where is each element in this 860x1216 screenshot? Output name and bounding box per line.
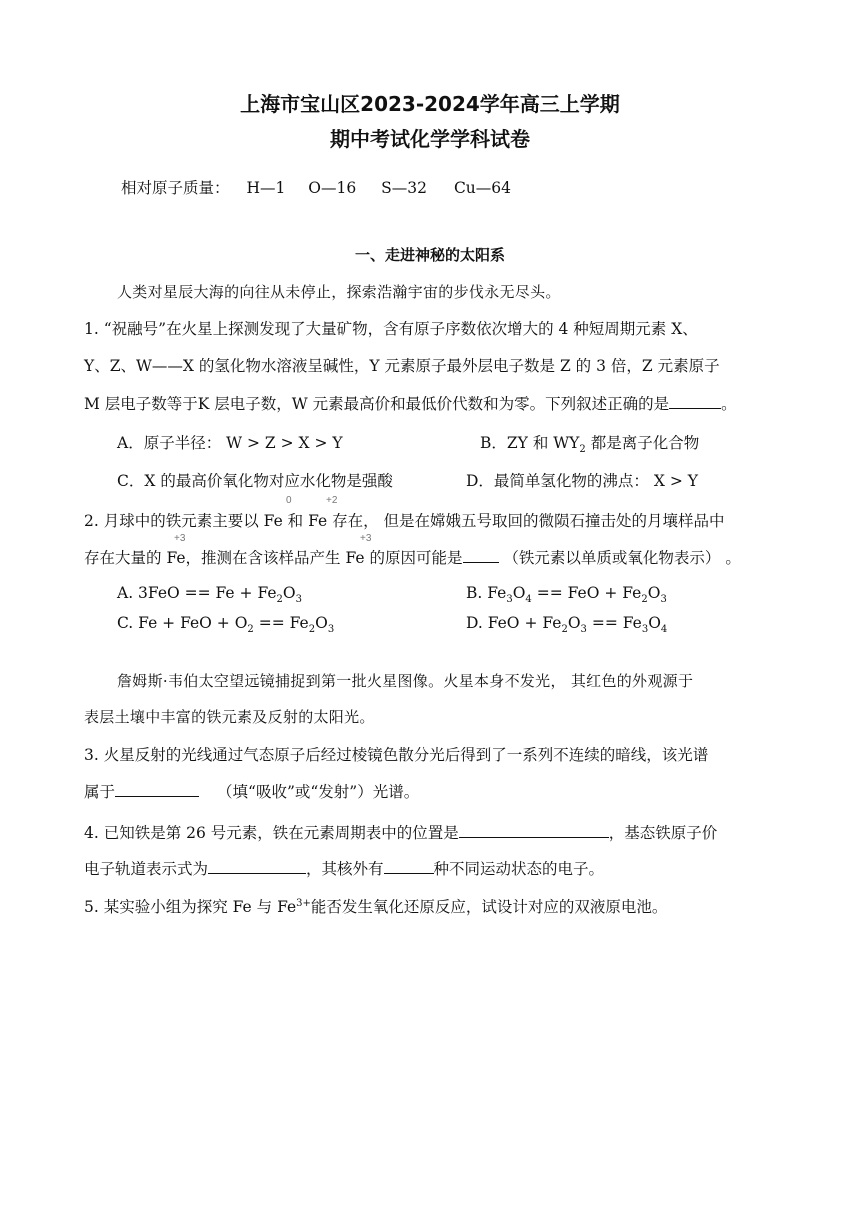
q2-option-a-sub1: 2 <box>276 594 283 606</box>
q1-option-d: D．最简单氢化物的沸点： X > Y <box>466 472 698 490</box>
q5-text-b: 能否发生氧化还原反应，试设计对应的双液原电池。 <box>310 898 668 916</box>
passage-line2: 表层土壤中丰富的铁元素及反射的太阳光。 <box>84 708 375 726</box>
q2-option-a <box>117 584 302 605</box>
q2-option-b-sub3: 2 <box>641 594 648 606</box>
q4-line2-b: ，其核外有 <box>306 860 384 878</box>
atomic-mass-h: H—1 <box>246 179 286 197</box>
atomic-mass-line <box>121 176 511 198</box>
q2-option-d-sub4: 4 <box>660 624 668 636</box>
q1-option-a: A．原子半径： W > Z > X > Y <box>117 434 343 452</box>
q2-line1-b: 和 <box>282 512 309 530</box>
q2-line2-c: 的原因可能是 <box>364 549 463 567</box>
q2-option-c-3: O <box>315 614 328 632</box>
oxidation-state-0: 0 <box>286 495 292 506</box>
atomic-mass-s: S—32 <box>381 179 427 197</box>
q5-text-a: 5. 某实验小组为探究 Fe 与 Fe <box>84 898 297 916</box>
q3-line2-a: 属于 <box>84 783 116 801</box>
q4-orbital-blank[interactable] <box>208 858 306 874</box>
q2-line2-d: （铁元素以单质或氧化物表示） 。 <box>498 549 741 567</box>
q1-line1: 1. “祝融号”在火星上探测发现了大量矿物，含有原子序数依次增大的 4 种短周期元素 X、 <box>84 320 698 338</box>
q2-option-c-1: C. Fe + FeO + O <box>117 614 248 632</box>
q4-line1 <box>84 821 717 843</box>
q3-line2 <box>84 780 419 802</box>
q2-option-d-3: == Fe <box>586 614 642 632</box>
atomic-mass-cu: Cu—64 <box>453 179 512 197</box>
q5-charge: 3+ <box>296 897 311 909</box>
q3-line1: 3. 火星反射的光线通过气态原子后经过棱镜色散分光后得到了一系列不连续的暗线，该光谱 <box>84 746 709 764</box>
q1-option-b-pre: B．ZY 和 WY <box>480 434 580 452</box>
q1-line3-end: 。 <box>721 395 737 413</box>
q2-line2-b: ，推测在含该样品产生 <box>185 549 346 567</box>
q3-line2-b: （填“吸收”或“发射”）光谱。 <box>217 783 420 801</box>
q4-position-blank[interactable] <box>459 822 609 838</box>
q2-option-b-3: == FeO + Fe <box>531 584 642 602</box>
exam-title-line1: 上海市宝山区2023-2024学年高三上学期 <box>240 92 620 116</box>
q2-option-a-1: A. 3FeO == Fe + Fe <box>117 584 277 602</box>
q2-option-c-sub1: 2 <box>247 624 254 636</box>
q2-line1 <box>84 509 725 531</box>
fe-plus3-b: Fe <box>345 549 365 567</box>
q2-option-d <box>466 614 667 635</box>
q1-option-b <box>480 431 699 455</box>
q2-line2-a: 存在大量的 <box>84 549 167 567</box>
atomic-mass-label: 相对原子质量： <box>121 179 230 197</box>
q2-option-b-sub2: 4 <box>525 594 532 606</box>
q4-line1-a: 4. 已知铁是第 26 号元素，铁在元素周期表中的位置是 <box>84 824 459 842</box>
atomic-mass-o: O—16 <box>308 179 357 197</box>
exam-title-line2: 期中考试化学学科试卷 <box>330 127 530 151</box>
section-intro: 人类对星辰大海的向往从未停止，探索浩瀚宇宙的步伐永无尽头。 <box>117 283 561 301</box>
q2-line1-c: 存在， 但是在嫦娥五号取回的微陨石撞击处的月壤样品中 <box>327 512 725 530</box>
q2-option-c-sub2: 2 <box>308 624 316 636</box>
fe-plus3-a: Fe <box>166 549 186 567</box>
q2-option-c-sub3: 3 <box>327 624 335 636</box>
q1-line3 <box>84 392 737 414</box>
q2-option-d-1: D. FeO + Fe <box>466 614 562 632</box>
q1-answer-blank[interactable] <box>669 393 721 409</box>
q1-option-b-sub: 2 <box>579 444 586 456</box>
q2-option-a-2: O <box>282 584 296 602</box>
q2-option-b-1: B. Fe <box>466 584 507 602</box>
fe-plus2: Fe <box>308 512 328 530</box>
q1-line2: Y、Z、W——X 的氢化物水溶液呈碱性，Y 元素原子最外层电子数是 Z 的 3 倍，Z 元素原子 <box>84 357 720 375</box>
passage-line1: 詹姆斯·韦伯太空望远镜捕捉到第一批火星图像。火星本身不发光， 其红色的外观源于 <box>117 672 694 690</box>
q5-line <box>84 895 667 917</box>
q2-option-b <box>466 584 667 605</box>
q1-line3-text: M 层电子数等于K 层电子数，W 元素最高价和最低价代数和为零。下列叙述正确的是 <box>84 395 670 413</box>
oxidation-state-plus3-a: +3 <box>174 533 186 544</box>
q2-option-c <box>117 614 334 635</box>
q4-line2 <box>84 857 604 879</box>
fe-0: Fe <box>263 512 283 530</box>
oxidation-state-plus2: +2 <box>326 495 338 506</box>
q2-option-d-2: O <box>567 614 581 632</box>
q4-electron-count-blank[interactable] <box>384 858 434 874</box>
section-heading: 一、走进神秘的太阳系 <box>354 246 505 264</box>
q2-option-d-sub3: 3 <box>641 624 649 636</box>
q2-answer-blank[interactable] <box>463 547 499 563</box>
q2-option-d-sub1: 2 <box>561 624 568 636</box>
q2-option-b-4: O <box>647 584 661 602</box>
q2-option-b-2: O <box>512 584 526 602</box>
q2-line1-a: 2. 月球中的铁元素主要以 <box>84 512 264 530</box>
oxidation-state-plus3-b: +3 <box>360 533 372 544</box>
q2-option-b-sub4: 3 <box>660 594 667 606</box>
q2-option-c-2: == Fe <box>253 614 309 632</box>
q3-answer-blank[interactable] <box>115 781 199 797</box>
q2-option-b-sub1: 3 <box>506 594 513 606</box>
q2-line2 <box>84 546 741 568</box>
q2-option-d-4: O <box>648 614 661 632</box>
q2-option-d-sub2: 3 <box>580 624 587 636</box>
q4-line2-a: 电子轨道表示式为 <box>84 860 209 878</box>
q1-option-c: C．X 的最高价氧化物对应水化物是强酸 <box>117 472 393 490</box>
q2-option-a-sub2: 3 <box>295 594 302 606</box>
q4-line2-c: 种不同运动状态的电子。 <box>433 860 605 878</box>
q1-option-b-post: 都是离子化合物 <box>585 434 700 452</box>
q4-line1-b: ，基态铁原子价 <box>608 824 718 842</box>
